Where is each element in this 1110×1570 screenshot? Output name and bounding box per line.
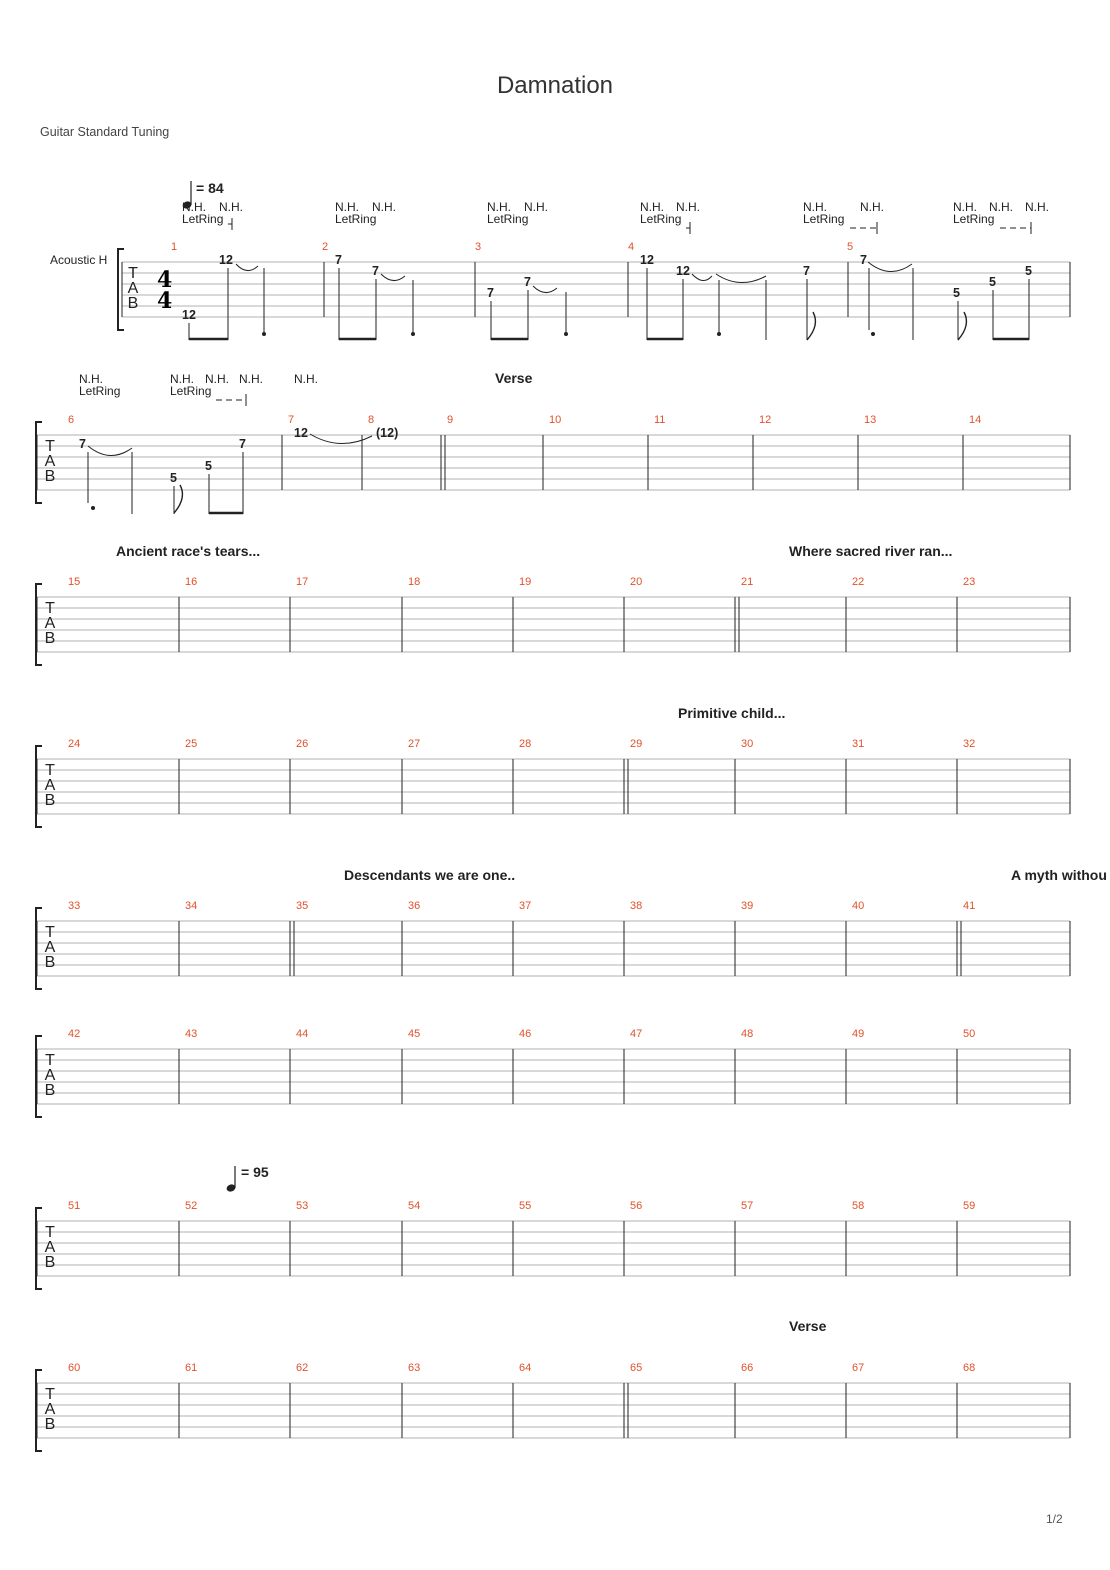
fret-number: 7 xyxy=(79,437,86,451)
tab-clef-letter: A xyxy=(44,615,56,632)
measure-number: 54 xyxy=(408,1200,421,1212)
measure-number: 52 xyxy=(185,1200,198,1212)
nh-label: N.H. xyxy=(372,200,396,214)
time-sig-numerator: 4 xyxy=(157,267,173,293)
page-indicator: 1/2 xyxy=(1046,1512,1063,1526)
nh-label: N.H. xyxy=(1025,200,1049,214)
lyric-text: Where sacred river ran... xyxy=(789,543,953,559)
tab-clef-letter: A xyxy=(44,1401,56,1418)
measure-number: 68 xyxy=(963,1362,976,1374)
fret-number: 5 xyxy=(170,471,177,485)
measure-number: 23 xyxy=(963,576,976,588)
rhythm-stems xyxy=(189,268,1029,340)
measure-number: 59 xyxy=(963,1200,976,1212)
measure-number: 18 xyxy=(408,576,421,588)
measure-number: 3 xyxy=(475,241,482,253)
nh-label: N.H. xyxy=(239,372,263,386)
measure-number: 51 xyxy=(68,1200,81,1212)
measure-number: 9 xyxy=(447,414,454,426)
tab-clef-letter: B xyxy=(44,1254,56,1271)
letring-label: LetRing xyxy=(335,212,377,226)
fret-number: 7 xyxy=(860,253,867,267)
measure-number: 12 xyxy=(759,414,772,426)
letring-label: LetRing xyxy=(953,212,995,226)
measure-number: 64 xyxy=(519,1362,532,1374)
measure-number: 53 xyxy=(296,1200,309,1212)
tab-clef-letter: A xyxy=(127,280,139,297)
measure-number: 29 xyxy=(630,738,643,750)
nh-label: N.H. xyxy=(79,372,103,386)
system-1-2-details xyxy=(50,180,1049,1193)
letring-label: LetRing xyxy=(79,384,121,398)
tempo-text: = 95 xyxy=(241,1164,269,1180)
ties xyxy=(88,262,912,456)
section-label: Verse xyxy=(495,370,533,386)
measure-number: 55 xyxy=(519,1200,532,1212)
measure-number: 46 xyxy=(519,1028,532,1040)
measure-number: 60 xyxy=(68,1362,81,1374)
measure-number: 4 xyxy=(628,241,635,253)
measure-number: 36 xyxy=(408,900,421,912)
fret-number: 5 xyxy=(1025,264,1032,278)
fret-number: 7 xyxy=(803,264,810,278)
rhythm-stems xyxy=(88,452,243,514)
tab-clef-letter: T xyxy=(45,924,55,941)
letring-label: LetRing xyxy=(487,212,529,226)
tab-clef-letter: B xyxy=(44,468,56,485)
fret-number: 7 xyxy=(524,275,531,289)
harmonic-annotations xyxy=(182,200,1049,234)
measure-number: 2 xyxy=(322,241,329,253)
section-label: Verse xyxy=(789,1318,827,1334)
tuning-label: Guitar Standard Tuning xyxy=(40,125,170,139)
lyric-text: Ancient race's tears... xyxy=(116,543,261,559)
nh-label: N.H. xyxy=(524,200,548,214)
measure-number: 58 xyxy=(852,1200,865,1212)
measure-number: 1 xyxy=(171,241,178,253)
measure-number: 6 xyxy=(68,414,75,426)
measure-number: 57 xyxy=(741,1200,754,1212)
lyric-text: A myth withou xyxy=(1011,867,1107,883)
instrument-label: Acoustic H xyxy=(50,253,108,267)
lyric-text: Primitive child... xyxy=(678,705,786,721)
measure-number: 14 xyxy=(969,414,982,426)
fret-number: (12) xyxy=(376,426,399,440)
fret-number: 5 xyxy=(989,275,996,289)
nh-label: N.H. xyxy=(487,200,511,214)
fret-number: 5 xyxy=(205,459,212,473)
lyric-text: Descendants we are one.. xyxy=(344,867,516,883)
measure-number: 43 xyxy=(185,1028,198,1040)
nh-label: N.H. xyxy=(676,200,700,214)
tab-clef-letter: B xyxy=(44,954,56,971)
measure-number: 39 xyxy=(741,900,754,912)
nh-label: N.H. xyxy=(219,200,243,214)
fret-number: 7 xyxy=(487,286,494,300)
measure-number: 5 xyxy=(847,241,854,253)
measure-number: 37 xyxy=(519,900,532,912)
measure-number: 24 xyxy=(68,738,81,750)
score-title: Damnation xyxy=(496,72,614,99)
tab-clef-letter: B xyxy=(44,630,56,647)
measure-number: 31 xyxy=(852,738,865,750)
measure-number: 7 xyxy=(288,414,295,426)
measure-number: 61 xyxy=(185,1362,198,1374)
tab-clef-letter: B xyxy=(44,1416,56,1433)
tab-clef-letter: T xyxy=(45,1052,55,1069)
tab-clef-letter: A xyxy=(44,1239,56,1256)
measure-number: 20 xyxy=(630,576,643,588)
fret-number: 12 xyxy=(219,253,233,267)
tab-clef-letter: T xyxy=(45,1386,55,1403)
fret-number: 5 xyxy=(953,286,960,300)
fret-number: 12 xyxy=(676,264,690,278)
measure-number: 63 xyxy=(408,1362,421,1374)
measure-number: 27 xyxy=(408,738,421,750)
measure-number: 13 xyxy=(864,414,877,426)
tab-clef-letter: T xyxy=(45,1224,55,1241)
measure-number: 67 xyxy=(852,1362,865,1374)
fret-number: 12 xyxy=(182,308,196,322)
measure-number: 66 xyxy=(741,1362,754,1374)
letring-label: LetRing xyxy=(170,384,212,398)
fret-number: 7 xyxy=(372,264,379,278)
measure-number: 62 xyxy=(296,1362,309,1374)
measure-number: 33 xyxy=(68,900,81,912)
measure-number: 38 xyxy=(630,900,643,912)
measure-number: 34 xyxy=(185,900,198,912)
fret-number: 12 xyxy=(294,426,308,440)
nh-label: N.H. xyxy=(953,200,977,214)
measure-number: 30 xyxy=(741,738,754,750)
measure-number: 15 xyxy=(68,576,81,588)
tab-clef-letter: A xyxy=(44,1067,56,1084)
letring-label: LetRing xyxy=(182,212,224,226)
measure-number: 45 xyxy=(408,1028,421,1040)
measure-number: 49 xyxy=(852,1028,865,1040)
measure-number: 56 xyxy=(630,1200,643,1212)
measure-number: 32 xyxy=(963,738,976,750)
nh-label: N.H. xyxy=(205,372,229,386)
measure-number: 22 xyxy=(852,576,865,588)
tab-clef-letter: B xyxy=(127,295,139,312)
nh-label: N.H. xyxy=(170,372,194,386)
measure-number: 42 xyxy=(68,1028,81,1040)
tab-clef-letter: B xyxy=(44,792,56,809)
measure-number: 28 xyxy=(519,738,532,750)
fret-number: 7 xyxy=(335,253,342,267)
measure-number: 47 xyxy=(630,1028,643,1040)
letring-label: LetRing xyxy=(640,212,682,226)
measure-number: 41 xyxy=(963,900,976,912)
tab-clef-letter: T xyxy=(45,762,55,779)
measure-number: 16 xyxy=(185,576,198,588)
nh-label: N.H. xyxy=(803,200,827,214)
measure-number: 25 xyxy=(185,738,198,750)
measure-number: 48 xyxy=(741,1028,754,1040)
nh-label: N.H. xyxy=(989,200,1013,214)
measure-number: 35 xyxy=(296,900,309,912)
tempo-mark xyxy=(226,1164,269,1193)
measure-number: 19 xyxy=(519,576,532,588)
tab-clef-letter: T xyxy=(128,265,138,282)
time-sig-denominator: 4 xyxy=(157,288,173,314)
tempo-text: = 84 xyxy=(196,180,224,196)
measure-number: 40 xyxy=(852,900,865,912)
harmonic-annotations xyxy=(79,372,318,406)
tab-clef-letter: A xyxy=(44,939,56,956)
rhythm-flags xyxy=(174,312,966,513)
tab-clef-letter: T xyxy=(45,600,55,617)
tab-clef-letter: A xyxy=(44,777,56,794)
letring-label: LetRing xyxy=(803,212,845,226)
measure-number: 8 xyxy=(368,414,375,426)
measure-number: 17 xyxy=(296,576,309,588)
measure-number: 65 xyxy=(630,1362,643,1374)
nh-label: N.H. xyxy=(294,372,318,386)
tab-clef-letter: A xyxy=(44,453,56,470)
measure-number: 26 xyxy=(296,738,309,750)
measure-number: 11 xyxy=(654,414,666,426)
fret-numbers xyxy=(79,253,1032,485)
tab-clef-letter: B xyxy=(44,1082,56,1099)
nh-label: N.H. xyxy=(860,200,884,214)
measure-number: 44 xyxy=(296,1028,309,1040)
fret-number: 12 xyxy=(640,253,654,267)
measure-number: 10 xyxy=(549,414,562,426)
system-bracket xyxy=(118,249,124,330)
fret-number: 7 xyxy=(239,437,246,451)
staves xyxy=(36,241,1107,1451)
measure-number: 50 xyxy=(963,1028,976,1040)
measure-number: 21 xyxy=(741,576,754,588)
nh-label: N.H. xyxy=(182,200,206,214)
nh-label: N.H. xyxy=(640,200,664,214)
nh-label: N.H. xyxy=(335,200,359,214)
tab-clef-letter: T xyxy=(45,438,55,455)
